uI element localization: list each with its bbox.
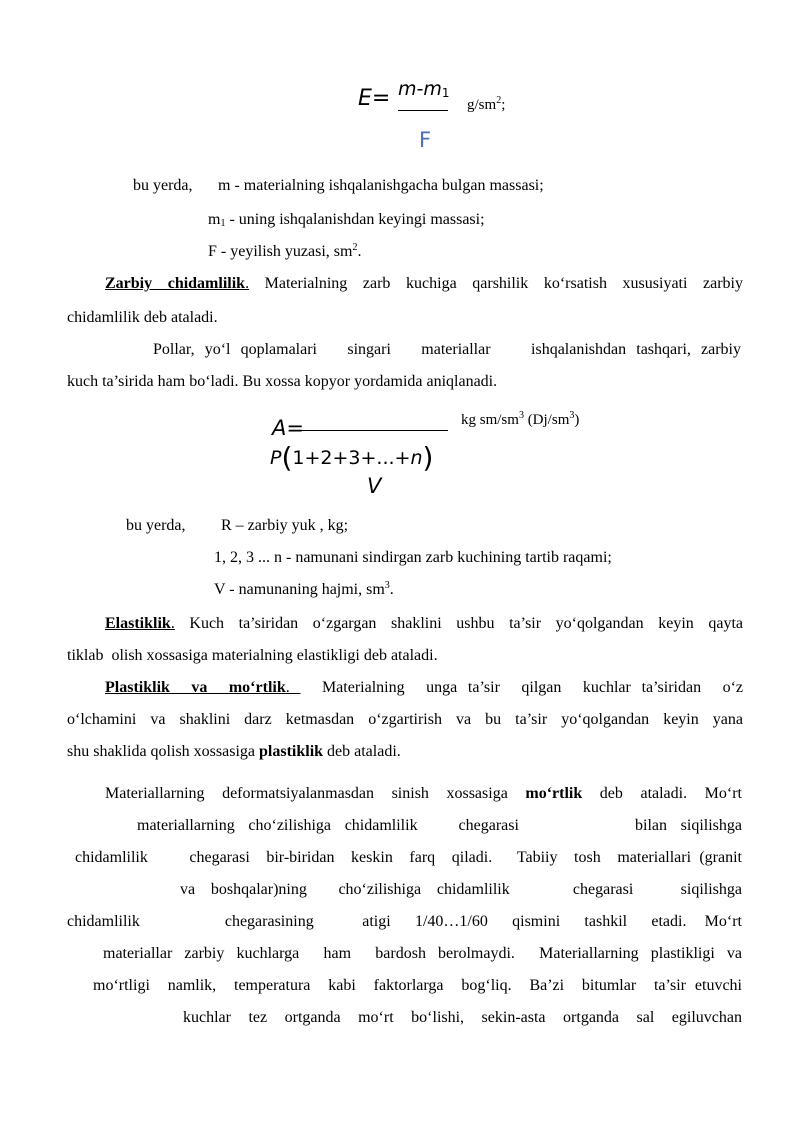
zarbiy-line1: Zarbiy chidamlilik. Materialning zarb kuchiga qarshilik ko‘rsatish xususiyati zarbiy — [105, 275, 743, 292]
formula1-fraction-bar — [398, 110, 448, 111]
mortlik-line7: mo‘rtligi namlik, temperatura kabi faktorlarga bog‘liq. Ba’zi bitumlar ta’sir etuvchi — [93, 977, 742, 994]
formula2-unit: kg $sm/sm^3$ $(Dj/sm^3)$ — [461, 410, 580, 428]
mortlik-line4: va boshqalar)ning cho‘zilishiga chidamlilik chegarasi siqilishga — [180, 881, 742, 898]
mortlik-line8: kuchlar tez ortganda mo‘rt bo‘lishi, sekin-asta ortganda sal egiluvchan — [183, 1009, 742, 1026]
plastiklik-line1: Plastiklik va mo‘rtlik. Materialning unga ta’sir qilgan kuchlar ta’siridan o‘z — [105, 679, 743, 696]
defs2-line2: 1, 2, 3 ... n - namunani sindirgan zarb kuchining tartib raqami; — [214, 549, 612, 566]
formula2-denominator: V — [367, 474, 382, 498]
zarbiy-line4: kuch ta’sirida ham bo‘ladi. Bu xossa kopyor yordamida aniqlanadi. — [67, 373, 498, 390]
mortlik-line5: chidamlilik chegarasining atigi 1/40…1/60 qismini tashkil etadi. Mo‘rt — [67, 913, 742, 930]
formula2-lhs: A= — [272, 416, 304, 440]
formula1-denominator: F — [419, 128, 432, 152]
zarbiy-line2: chidamlilik deb ataladi. — [67, 309, 218, 326]
elastiklik-line1: Elastiklik. Kuch ta’siridan o‘zgargan shaklini ushbu ta’sir yo‘qolgandan keyin qayta — [105, 615, 743, 632]
formula2-fraction-bar — [300, 430, 448, 431]
mortlik-line2: materiallarning cho‘zilishiga chidamlilik chegarasi bilan siqilishga — [137, 817, 742, 834]
formula1-unit: $g/sm^2$; — [467, 95, 506, 113]
plastiklik-line2: o‘lchamini va shaklini darz ketmasdan o‘zgartirish va bu ta’sir yo‘qolgandan keyin yana — [67, 711, 743, 728]
elastiklik-line2: tiklab olish xossasiga materialning elastikligi deb ataladi. — [67, 647, 438, 664]
defs1-line2: $m_1$ - uning ishqalanishdan keyingi massasi; — [208, 211, 485, 229]
mortlik-line1: Materiallarning deformatsiyalanmasdan sinish xossasiga mo‘rtlik deb ataladi. Mo‘rt — [105, 785, 742, 802]
formula1-numerator: $m-m_1$ — [398, 78, 450, 100]
term-elastiklik: Elastiklik — [105, 615, 171, 632]
defs2-line3: V - namunaning hajmi, $sm^3$. — [214, 580, 394, 598]
mortlik-line3: chidamlilik chegarasi bir-biridan keskin farq qiladi. Tabiiy tosh materiallari (granit — [75, 849, 742, 866]
defs1-intro: bu yerda, — [133, 177, 193, 194]
zarbiy-line3: Pollar, yo‘l qoplamalari singari materiallar ishqalanishdan tashqari, zarbiy — [153, 341, 741, 358]
defs1-line3: F - yeyilish yuzasi, $sm^2$. — [208, 242, 362, 260]
defs1-line1: m - materialning ishqalanishgacha bulgan massasi; — [218, 177, 544, 194]
term-zarbiy: Zarbiy chidamlilik — [105, 275, 246, 292]
plastiklik-line3: shu shaklida qolish xossasiga plastiklik deb ataladi. — [67, 743, 401, 760]
mortlik-line6: materiallar zarbiy kuchlarga ham bardosh berolmaydi. Materiallarning plastikligi va — [103, 945, 742, 962]
formula2-numerator: P(1+2+3+...+n) — [270, 441, 434, 474]
term-plastiklik: Plastiklik va mo‘rtlik — [105, 679, 286, 696]
defs2-intro: bu yerda, — [126, 517, 186, 534]
defs2-line1: R – zarbiy yuk , kg; — [221, 517, 349, 534]
formula1-lhs: E= — [358, 86, 391, 111]
